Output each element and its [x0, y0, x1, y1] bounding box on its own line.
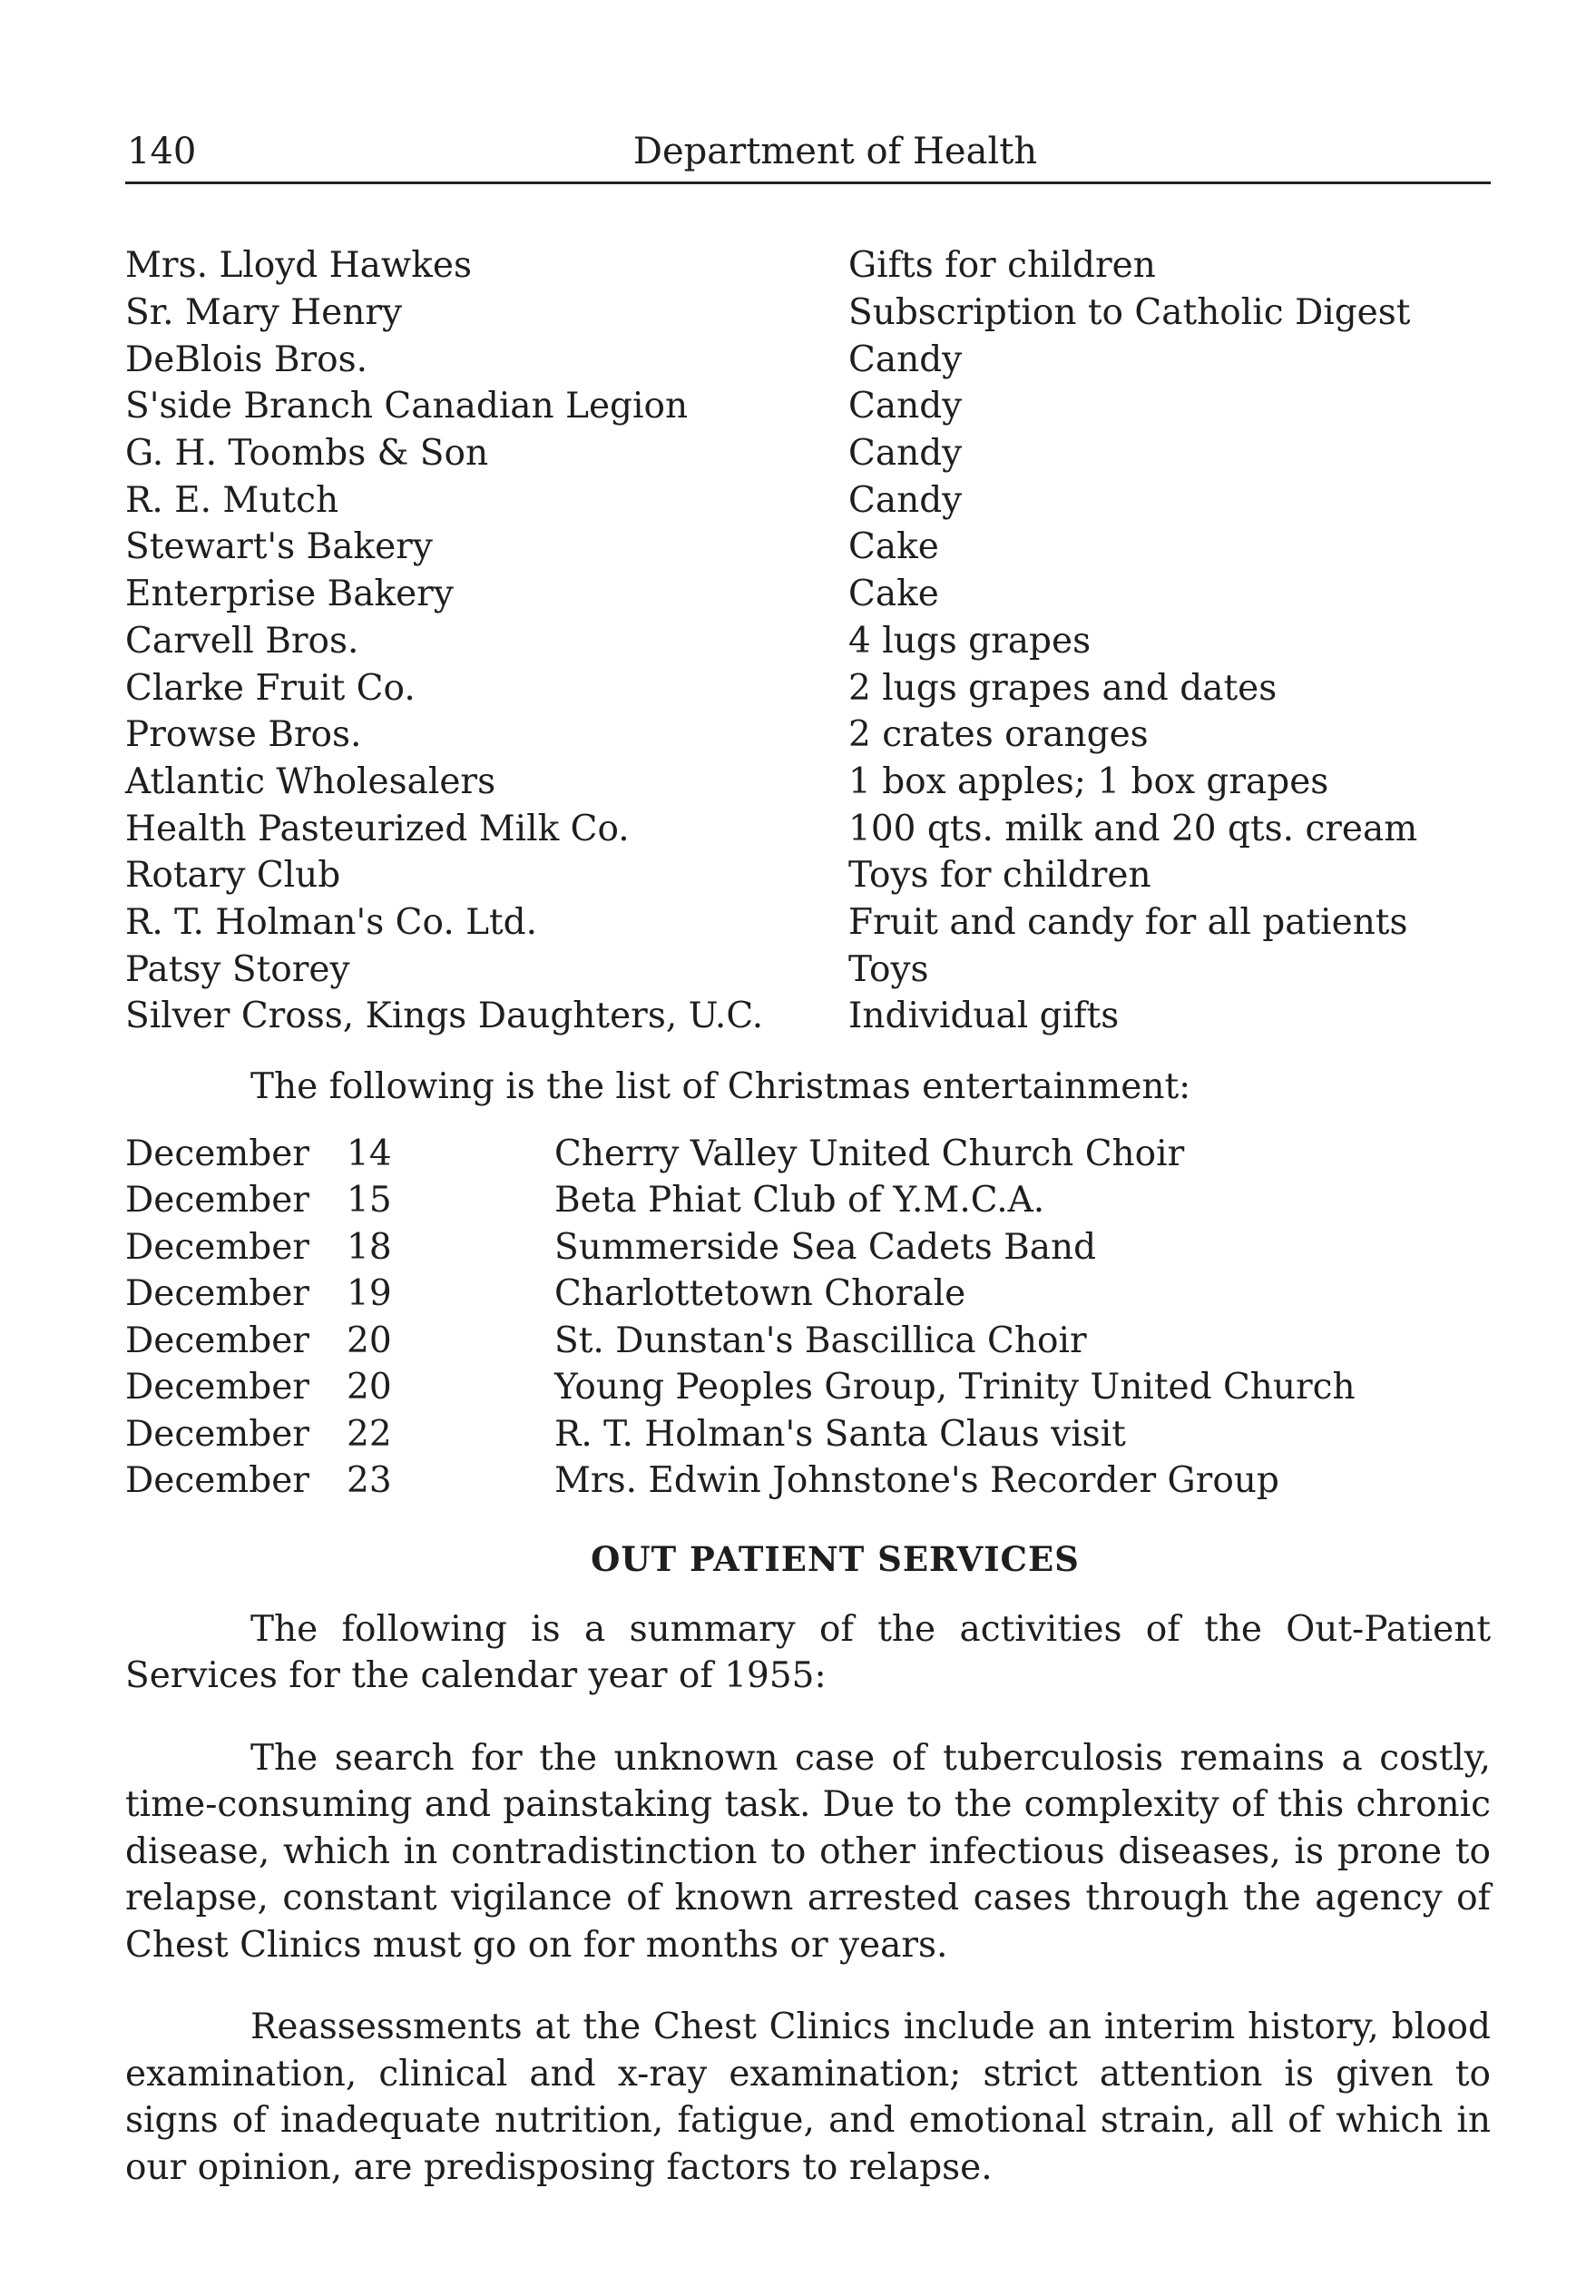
donor-name: DeBlois Bros.	[125, 339, 368, 380]
entertainment-row	[125, 1131, 1491, 1178]
donation-row	[125, 946, 1491, 993]
donation-gift: Toys for children	[848, 855, 1151, 897]
event-day: 22	[347, 1413, 392, 1455]
donor-name: Rotary Club	[125, 855, 341, 897]
entertainment-row	[125, 1318, 1491, 1365]
section-title: OUT PATIENT SERVICES	[591, 1538, 1080, 1579]
donor-name: Stewart's Bakery	[125, 526, 433, 568]
donation-row	[125, 993, 1491, 1040]
donation-row	[125, 571, 1491, 618]
event-day: 18	[347, 1226, 392, 1268]
event-group: R. T. Holman's Santa Claus visit	[554, 1413, 1126, 1455]
donation-gift: Toys	[848, 948, 929, 990]
event-month: December	[125, 1133, 309, 1174]
donor-name: S'side Branch Canadian Legion	[125, 386, 689, 427]
document-page	[125, 118, 1491, 2226]
donation-gift: Individual gifts	[848, 996, 1120, 1037]
donation-gift: Candy	[848, 386, 963, 427]
donation-row	[125, 476, 1491, 524]
donation-gift: 4 lugs grapes	[848, 620, 1092, 662]
donation-gift: Candy	[848, 339, 963, 380]
donor-name: Health Pasteurized Milk Co.	[125, 808, 630, 849]
donor-name: Silver Cross, Kings Daughters, U.C.	[125, 996, 764, 1037]
entertainment-row	[125, 1271, 1491, 1318]
donor-name: Carvell Bros.	[125, 620, 359, 662]
paragraph: The following is a summary of the activities of the Out-Patient Services for the calendar year of 1955:	[125, 1608, 1491, 1697]
donor-name: G. H. Toombs & Son	[125, 433, 489, 475]
donor-name: Atlantic Wholesalers	[125, 760, 496, 802]
donation-gift: Cake	[848, 526, 939, 568]
event-month: December	[125, 1180, 309, 1222]
donation-gift: Gifts for children	[848, 245, 1156, 287]
donor-name: Patsy Storey	[125, 948, 350, 990]
paragraph: The search for the unknown case of tuberculosis remains a costly, time-consuming and painstaking task. Due to the complexity of this chronic disease, which in contradistinction to other infectious diseases, is prone to relapse, constant vigilance of known arrested cases through the agency of Chest Clinics must go on for months or years.	[125, 1737, 1491, 1966]
event-day: 14	[347, 1133, 392, 1174]
donation-gift: 2 crates oranges	[848, 714, 1149, 756]
donation-row	[125, 242, 1491, 289]
donation-gift: Candy	[848, 433, 963, 475]
page-number: 140	[127, 131, 197, 172]
donation-gift: 2 lugs grapes and dates	[848, 667, 1278, 709]
donation-row	[125, 805, 1491, 852]
donation-gift: 1 box apples; 1 box grapes	[848, 760, 1329, 802]
event-group: Cherry Valley United Church Choir	[554, 1133, 1185, 1174]
donation-row	[125, 852, 1491, 899]
running-head: Department of Health	[632, 131, 1038, 172]
donation-row	[125, 524, 1491, 571]
event-day: 20	[347, 1367, 392, 1408]
donation-gift: Cake	[848, 574, 939, 615]
event-group: Mrs. Edwin Johnstone's Recorder Group	[554, 1460, 1279, 1502]
event-group: St. Dunstan's Bascillica Choir	[554, 1320, 1087, 1361]
event-month: December	[125, 1320, 309, 1361]
donor-name: Enterprise Bakery	[125, 574, 454, 615]
entertainment-row	[125, 1177, 1491, 1224]
donor-name: Mrs. Lloyd Hawkes	[125, 245, 473, 287]
paragraph: Reassessments at the Chest Clinics include an interim history, blood examination, clinical and x-ray examination; strict attention is given to signs of inadequate nutrition, fatigue, and emotional strain, all of which in our opinion, are predisposing factors to relapse.	[125, 2007, 1491, 2188]
donor-name: Prowse Bros.	[125, 714, 362, 756]
donation-gift: 100 qts. milk and 20 qts. cream	[848, 808, 1418, 849]
donor-name: Sr. Mary Henry	[125, 292, 403, 334]
event-month: December	[125, 1460, 309, 1502]
entertainment-list	[125, 1131, 1491, 1505]
event-day: 23	[347, 1460, 392, 1502]
donation-gift: Fruit and candy for all patients	[848, 901, 1408, 943]
donor-name: R. E. Mutch	[125, 479, 339, 521]
event-day: 19	[347, 1273, 392, 1315]
event-day: 15	[347, 1180, 392, 1222]
entertainment-row	[125, 1364, 1491, 1411]
donation-row	[125, 289, 1491, 337]
donation-row	[125, 899, 1491, 947]
donation-gift: Candy	[848, 479, 963, 521]
event-month: December	[125, 1273, 309, 1315]
entertainment-intro: The following is the list of Christmas entertainment:	[250, 1065, 1191, 1107]
donation-row	[125, 336, 1491, 383]
donor-name: R. T. Holman's Co. Ltd.	[125, 901, 538, 943]
entertainment-row	[125, 1457, 1491, 1505]
donation-row	[125, 618, 1491, 665]
donation-gift: Subscription to Catholic Digest	[848, 292, 1411, 334]
event-group: Summerside Sea Cadets Band	[554, 1226, 1097, 1268]
entertainment-row	[125, 1224, 1491, 1271]
donation-row	[125, 383, 1491, 430]
donation-row	[125, 430, 1491, 477]
donation-row	[125, 664, 1491, 711]
donation-row	[125, 759, 1491, 806]
event-month: December	[125, 1413, 309, 1455]
donations-list	[125, 242, 1491, 1040]
event-month: December	[125, 1367, 309, 1408]
event-month: December	[125, 1226, 309, 1268]
donation-row	[125, 711, 1491, 759]
event-group: Beta Phiat Club of Y.M.C.A.	[554, 1180, 1045, 1222]
page-header	[125, 118, 1491, 184]
event-day: 20	[347, 1320, 392, 1361]
event-group: Young Peoples Group, Trinity United Church	[554, 1367, 1356, 1408]
donor-name: Clarke Fruit Co.	[125, 667, 416, 709]
event-group: Charlottetown Chorale	[554, 1273, 966, 1315]
entertainment-row	[125, 1411, 1491, 1458]
